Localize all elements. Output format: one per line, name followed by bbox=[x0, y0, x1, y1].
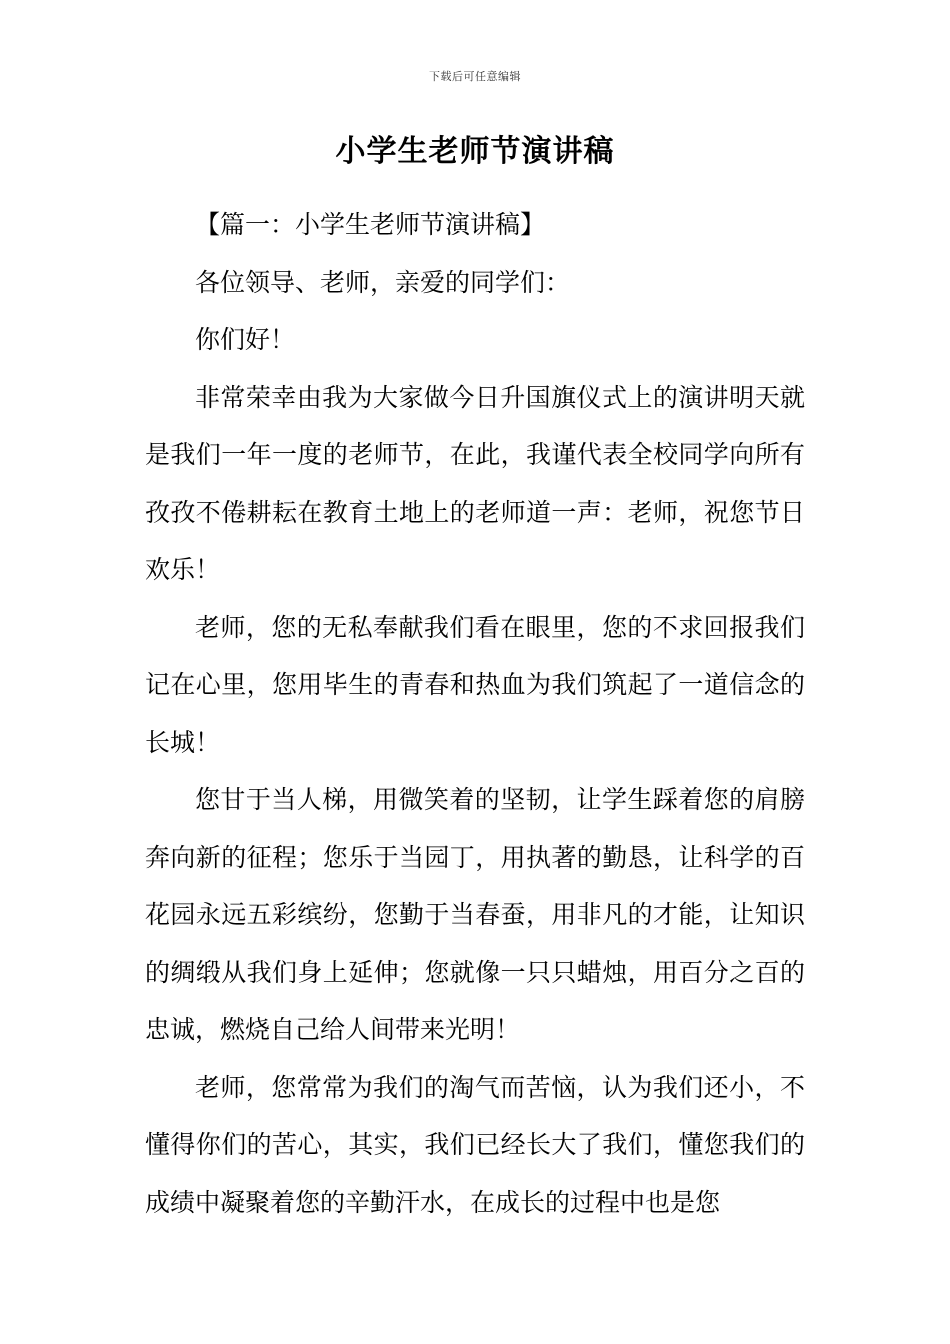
paragraph: 老师，您常常为我们的淘气而苦恼，认为我们还小，不懂得你们的苦心，其实，我们已经长大了我们，懂您我们的成绩中凝聚着您的辛勤汗水，在成长的过程中也是您 bbox=[145, 1072, 805, 1217]
document-body bbox=[145, 196, 805, 1231]
paragraph: 你们好！ bbox=[195, 325, 296, 354]
paragraph: 【篇一：小学生老师节演讲稿】 bbox=[195, 210, 546, 239]
paragraph: 老师，您的无私奉献我们看在眼里，您的不求回报我们记在心里，您用毕生的青春和热血为我们筑起了一道信念的长城！ bbox=[145, 612, 805, 757]
header-note: 下载后可任意编辑 bbox=[429, 70, 521, 83]
paragraph: 您甘于当人梯，用微笑着的坚韧，让学生踩着您的肩膀奔向新的征程；您乐于当园丁，用执著的勤恳，让科学的百花园永远五彩缤纷，您勤于当春蚕，用非凡的才能，让知识的绸缎从我们身上延伸；您就像一只只蜡烛，用百分之百的忠诚，燃烧自己给人间带来光明！ bbox=[145, 785, 805, 1044]
paragraph: 各位领导、老师，亲爱的同学们： bbox=[195, 267, 571, 297]
paragraph: 非常荣幸由我为大家做今日升国旗仪式上的演讲明天就是我们一年一度的老师节，在此，我谨代表全校同学向所有孜孜不倦耕耘在教育土地上的老师道一声：老师，祝您节日欢乐！ bbox=[145, 382, 805, 584]
document-title: 小学生老师节演讲稿 bbox=[335, 134, 615, 169]
